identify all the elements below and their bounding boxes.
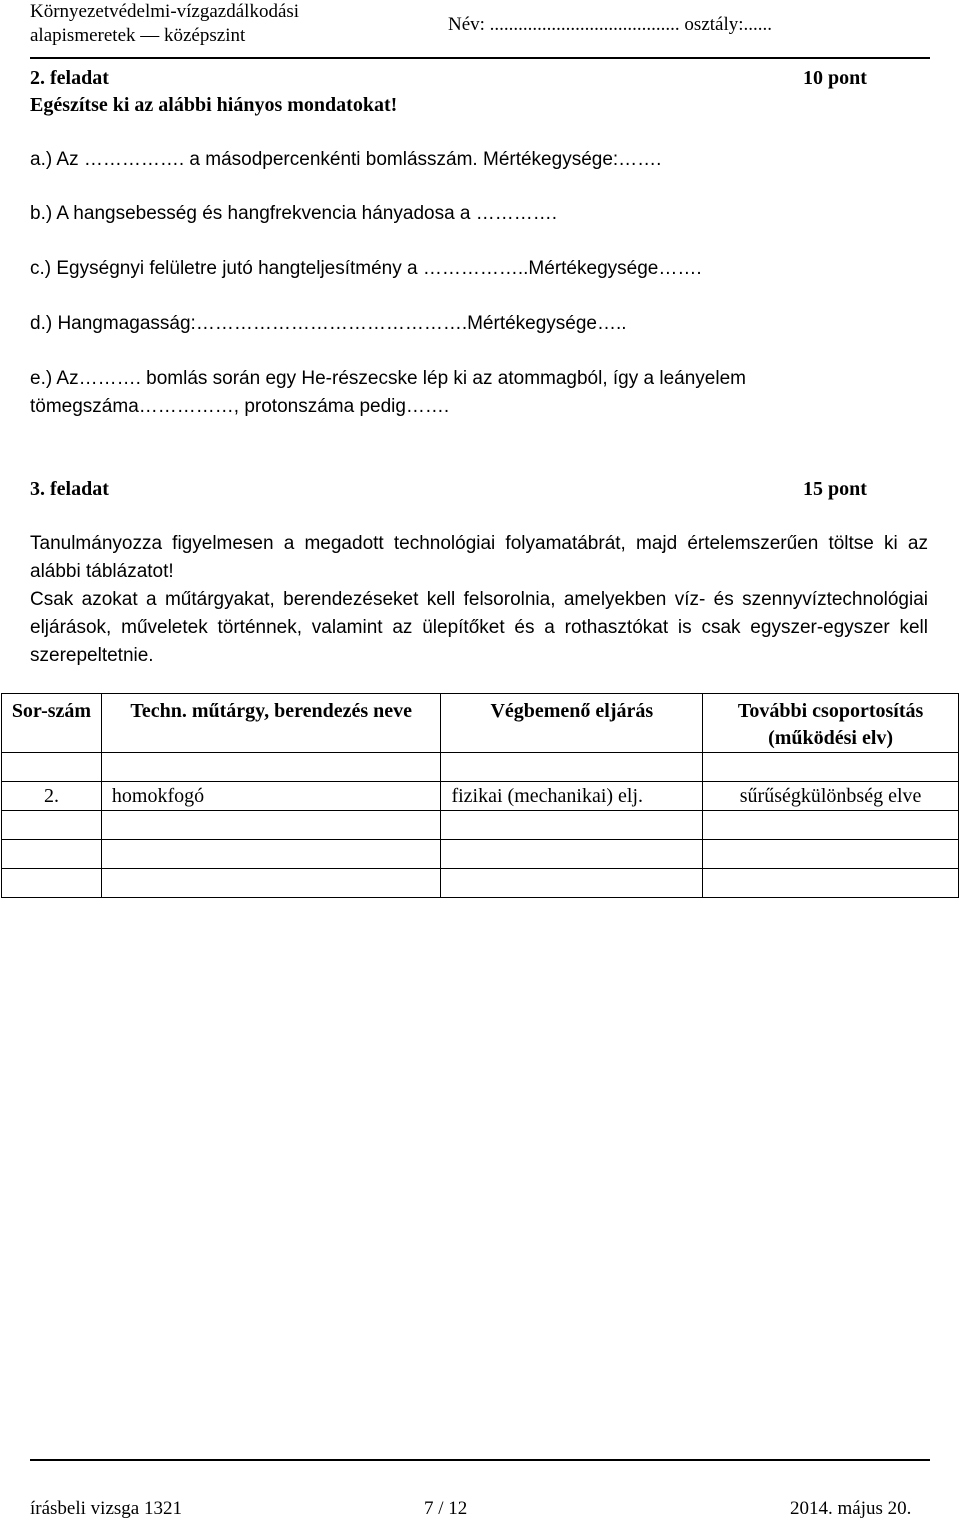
task3-paragraph-2: Csak azokat a műtárgyakat, berendezéseket kell felsorolnia, amelyekben víz- és szennyvíztechnológiai eljárások, műveletek történnek, valamint az ülepítőket és a rothasztókat is csak egyszer-egyszer kell szerepeltetnie. — [30, 589, 928, 666]
table-header-row — [2, 694, 959, 753]
task3-title: 3. feladat — [30, 478, 109, 500]
header-grouping: További csoportosítás (működési elv) — [703, 694, 959, 753]
answer-table — [1, 693, 959, 898]
cell-device-name[interactable] — [101, 840, 441, 869]
subject-title-line1: Környezetvédelmi-vízgazdálkodási — [30, 1, 300, 22]
cell-grouping[interactable] — [703, 869, 959, 898]
cell-process[interactable] — [441, 753, 703, 782]
name-class-field: Név: ........................................ osztály:...... — [448, 14, 773, 35]
task2-line-b: b.) A hangsebesség és hangfrekvencia hányadosa a …………. — [30, 203, 558, 224]
task2-line-e2: tömegszáma……………, protonszáma pedig……. — [30, 396, 450, 417]
footer-date: 2014. május 20. — [790, 1498, 912, 1519]
task3-points: 15 pont — [803, 478, 867, 500]
header-row-number: Sor-szám — [2, 694, 102, 753]
footer-page-number: 7 / 12 — [424, 1498, 468, 1519]
task2-instruction: Egészítse ki az alábbi hiányos mondatokat! — [30, 94, 398, 116]
cell-process[interactable] — [441, 840, 703, 869]
header-process: Végbemenő eljárás — [441, 694, 703, 753]
task2-line-c: c.) Egységnyi felületre jutó hangteljesítmény a ……………..Mértékegysége……. — [30, 258, 702, 279]
task2-line-e1: e.) Az………. bomlás során egy He-részecske lép ki az atommagból, így a leányelem — [30, 368, 746, 389]
footer-rule — [30, 1459, 930, 1461]
header-device-name: Techn. műtárgy, berendezés neve — [101, 694, 441, 753]
footer-exam-id: írásbeli vizsga 1321 — [30, 1498, 182, 1519]
task2-points: 10 pont — [803, 67, 867, 89]
task2-line-a: a.) Az ……………. a másodpercenkénti bomlásszám. Mértékegysége:……. — [30, 149, 662, 170]
cell-grouping[interactable] — [703, 840, 959, 869]
table-row — [2, 869, 959, 898]
cell-device-name[interactable]: homokfogó — [101, 782, 441, 811]
cell-process[interactable]: fizikai (mechanikai) elj. — [441, 782, 703, 811]
table-row — [2, 753, 959, 782]
cell-grouping[interactable]: sűrűségkülönbség elve — [703, 782, 959, 811]
cell-device-name[interactable] — [101, 869, 441, 898]
table-row — [2, 782, 959, 811]
cell-process[interactable] — [441, 869, 703, 898]
cell-row-number[interactable] — [2, 811, 102, 840]
cell-grouping[interactable] — [703, 811, 959, 840]
cell-process[interactable] — [441, 811, 703, 840]
cell-device-name[interactable] — [101, 753, 441, 782]
cell-row-number[interactable] — [2, 753, 102, 782]
task2-line-d: d.) Hangmagasság:…………………………………….Mértékegysége….. — [30, 313, 627, 334]
task2-title: 2. feladat — [30, 67, 109, 89]
cell-row-number[interactable] — [2, 869, 102, 898]
cell-row-number[interactable]: 2. — [2, 782, 102, 811]
cell-device-name[interactable] — [101, 811, 441, 840]
table-row — [2, 840, 959, 869]
header-rule — [30, 57, 930, 59]
cell-row-number[interactable] — [2, 840, 102, 869]
task3-paragraph-1: Tanulmányozza figyelmesen a megadott technológiai folyamatábrát, majd értelemszerűen töltse ki az alábbi táblázatot! — [30, 533, 928, 582]
cell-grouping[interactable] — [703, 753, 959, 782]
subject-title-line2: alapismeretek — középszint — [30, 25, 246, 46]
table-row — [2, 811, 959, 840]
